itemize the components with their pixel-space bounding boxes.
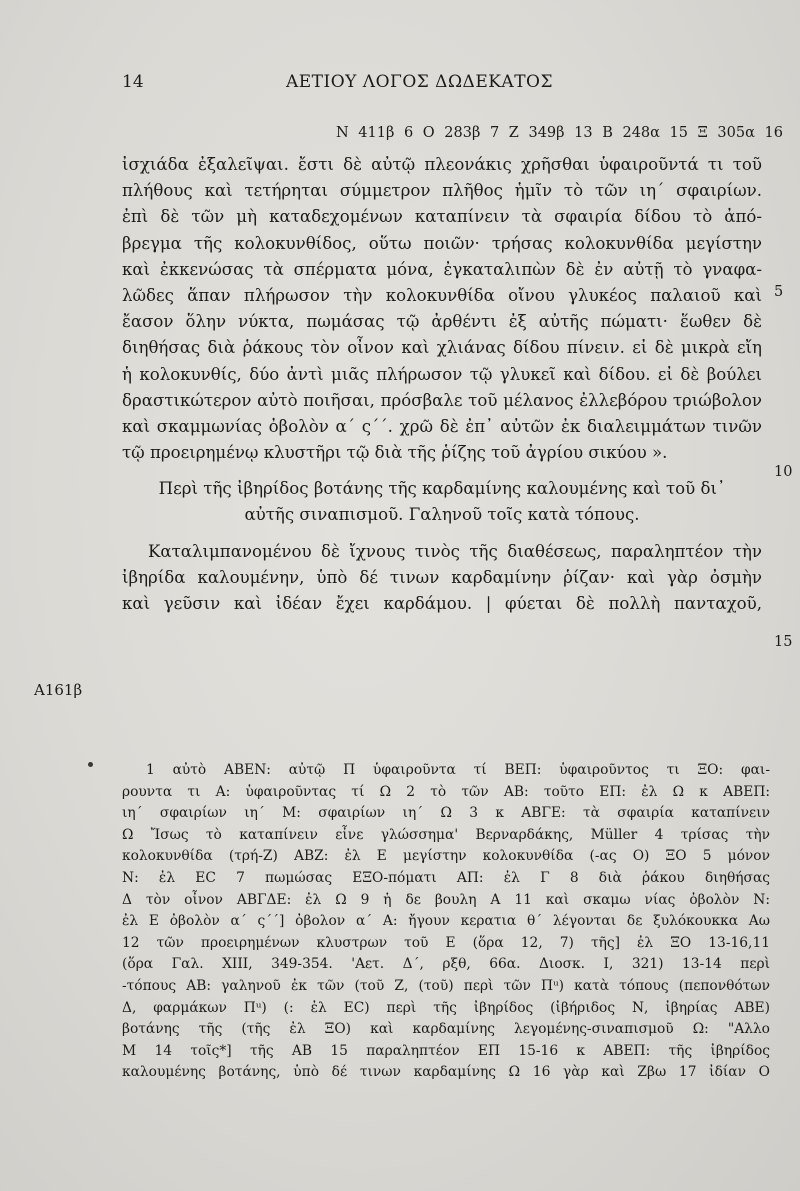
main-text-line: ἔασον ὅλην νύκτα, πωμάσας τῷ ἀρθέντι ἐξ αὐτῆς πώματι· ἕωθεν δὲ [122, 312, 762, 332]
section-text-line: ἰβηρίδα καλουμένην, ὑπὸ δέ τινων καρδαμίνην ῥίζαν· καὶ γὰρ ὀσμὴν [122, 567, 762, 587]
page-number: 14 [122, 72, 144, 92]
apparatus-line: Μ 14 τοῖς*] τῆς ΑΒ 15 παραληπτέον ΕΠ 15-16 κ ΑΒΕΠ: τῆς ἰβηρίδος [122, 1042, 770, 1059]
apparatus-line: βοτάνης τῆς (τῆς ἐλ ΞΟ) καὶ καρδαμίνης λεγομένης-σιναπισμοῦ Ω: "Αλλο [122, 1021, 770, 1038]
main-text-line: καὶ σκαμμωνίας ὀβολὸν α´ ς´´. χρῶ δὲ ἐπ᾽ αὐτῶν ἐκ διαλειμμάτων τινῶν [122, 416, 762, 436]
running-head [0, 72, 800, 96]
line-number: 10 [774, 464, 793, 480]
apparatus-line: καλουμένης βοτάνης, ὑπὸ δέ τινων καρδαμίνης Ω 16 γὰρ καὶ Ζβω 17 ἰδίαν Ο [122, 1064, 770, 1081]
section-heading-line: Περὶ τῆς ἰβηρίδος βοτάνης τῆς καρδαμίνης καλουμένης καὶ τοῦ δι᾽ [158, 479, 726, 499]
section-text-line: Καταλιμπανομένου δὲ ἴχνους τινὸς τῆς διαθέσεως, παραληπτέον τὴν [148, 541, 762, 561]
apparatus-line: Ω Ἴσως τὸ καταπίνειν εἶνε γλώσσημα' Βερναρδάκης, Müller 4 τρίσας τὴν [122, 826, 770, 843]
main-text-block [122, 152, 762, 617]
apparatus-line: 1 αὐτὸ ΑΒΕΝ: αὐτῷ Π ὑφαιροῦντα τί ΒΕΠ: ὑφαιροῦντος τι ΞΟ: φαι- [146, 762, 770, 778]
line-number: 15 [774, 634, 793, 650]
main-text-line: ἰσχιάδα ἐξαλεῖψαι. ἔστι δὲ αὐτῷ πλεονάκις χρῆσθαι ὑφαιροῦντά τι τοῦ [122, 155, 762, 174]
line-number: 5 [774, 284, 784, 300]
apparatus-line: (ὅρα Γαλ. XIII, 349-354. 'Αετ. Δ´, ρξθ, 66α. Διοσκ. I, 321) 13-14 περὶ [122, 956, 770, 973]
manuscript-sigla-line: N 411β 6 O 283β 7 Z 349β 13 B 248α 15 Ξ 305α 16 [336, 125, 783, 141]
main-text-line: ἐπὶ δὲ τῶν μὴ καταδεχομένων καταπίνειν τὰ σφαιρία δίδου τὸ ἀπό- [122, 207, 762, 227]
margin-folio-note: A161β [34, 681, 83, 699]
apparatus-line: ἐλ Ε ὀβολὸν α´ ς´´] ὀβολον α´ Α: ἤγουν κερατια θ´ λέγονται δε ξυλόκουκκα Αω [122, 913, 770, 930]
section-heading-line: αὐτῆς σιναπισμοῦ. Γαληνοῦ τοῖς κατὰ τόπους. [244, 505, 640, 525]
apparatus-line: Δ, φαρμάκων Πᵘ) (: ἐλ ΕC) περὶ τῆς ἰβηρίδος (ἰβήριδος Ν, ἰβηρίας ΑΒΕ) [122, 999, 770, 1016]
apparatus-line: ιη´ σφαιρίων ιη´ Μ: σφαιρίων ιη´ Ω 3 κ ΑΒΓΕ: τὰ σφαιρία καταπίνειν [122, 805, 770, 822]
margin-dot-mark [88, 762, 93, 767]
main-text-line: διηθήσας διὰ ῥάκους τὸν οἶνον καὶ χλιάνας δίδου πίνειν. εἰ δὲ μικρὰ εἴη [122, 338, 762, 358]
main-text-line: καὶ ἐκκενώσας τὰ σπέρματα μόνα, ἐγκαταλιπὼν δὲ ἐν αὐτῇ τὸ γναφα- [122, 259, 762, 279]
main-text-line: δραστικώτερον αὐτὸ ποιῆσαι, πρόσβαλε τοῦ μέλανος ἐλλεβόρου τριώβολον [122, 390, 762, 410]
apparatus-line: ρουντα τι Α: ὑφαιροῦντας τί Ω 2 τὸ τῶν ΑΒ: τοῦτο ΕΠ: ἐλ Ω κ ΑΒΕΠ: [122, 783, 770, 800]
apparatus-line: 12 τῶν προειρημένων κλυστρων τοῦ Ε (ὅρα 12, 7) τῆς] ἐλ ΞΟ 13-16,11 [122, 934, 770, 951]
apparatus-line: Ν: ἐλ ΕC 7 πωμώσας ΕΞΟ-πόματι ΑΠ: ἐλ Γ 8 διὰ ῥάκου διηθήσας [122, 869, 770, 886]
main-text-line: λῶδες ἅπαν πλήρωσον τὴν κολοκυνθίδα οἴνου γλυκέος παλαιοῦ καὶ [122, 285, 762, 305]
main-text-line: τῷ προειρημένῳ κλυστῆρι τῷ διὰ τῆς ῥίζης τοῦ ἀγρίου σικύου ». [122, 443, 668, 463]
apparatus-line: κολοκυνθίδα (τρή-Ζ) ΑΒΖ: ἐλ Ε μεγίστην κολοκυνθίδα (-ας Ο) ΞΟ 5 μόνον [122, 848, 770, 865]
section-text-line: καὶ γεῦσιν καὶ ἰδέαν ἔχει καρδάμου. | φύεται δὲ πολλὴ πανταχοῦ, [122, 594, 762, 613]
main-text-line: ἡ κολοκυνθίς, δύο ἀντὶ μιᾶς πλήρωσον τῷ γλυκεῖ καὶ δίδου. εἰ δὲ βούλει [122, 364, 762, 384]
apparatus-line: -τόπους ΑΒ: γαληνοῦ ἐκ τῶν (τοῦ Ζ, (τοῦ) περὶ τῶν Πᵘ) κατὰ τόπους (πεπονθότων [122, 977, 770, 994]
main-text-line: βρεγμα τῆς κολοκυνθίδος, οὕτω ποιῶν· τρήσας κολοκυνθίδα μεγίστην [122, 233, 762, 253]
apparatus-line: Δ τὸν οἶνον ΑΒΓΔΕ: ἐλ Ω 9 ἡ δε βουλη Α 11 καὶ σκαμω νίας ὀβολὸν Ν: [122, 891, 770, 908]
critical-apparatus [122, 760, 770, 1084]
running-title: ΑΕΤΙΟΥ ΛΟΓΟΣ ΔΩΔΕΚΑΤΟΣ [286, 72, 554, 92]
main-text-line: πλήθους καὶ τετήρηται σύμμετρον πλῆθος ἡμῖν τὸ τῶν ιη´ σφαιρίων. [122, 181, 762, 201]
